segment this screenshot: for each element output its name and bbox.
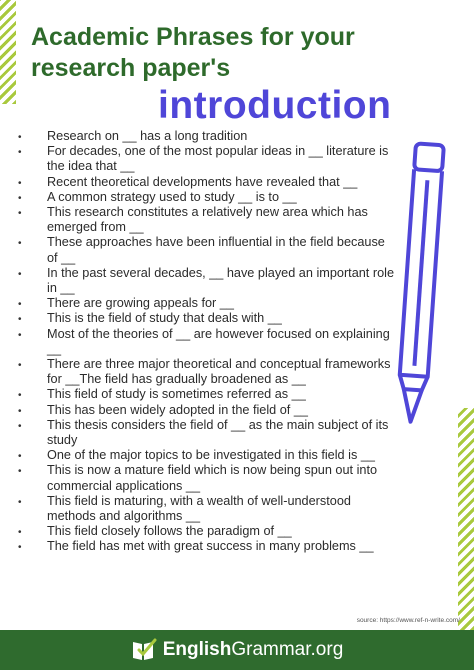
phrase-item: • This field of study is sometimes referred as __	[18, 387, 396, 402]
phrase-item: • This is the field of study that deals with __	[18, 311, 396, 326]
phrase-item: • A common strategy used to study __ is to __	[18, 190, 396, 205]
phrase-item: • This research constitutes a relatively new area which has emerged from __	[18, 205, 396, 235]
book-check-icon	[131, 638, 157, 662]
phrase-item: • Most of the theories of __ are however focused on explaining __	[18, 327, 396, 357]
phrase-list	[18, 129, 396, 555]
brand-logo	[131, 638, 344, 662]
phrase-item: • These approaches have been influential in the field because of __	[18, 235, 396, 265]
phrase-item: • The field has met with great success in many problems __	[18, 539, 396, 554]
brand-name: EnglishGrammar.org	[162, 639, 344, 660]
phrase-item: • This thesis considers the field of __ as the main subject of its study	[18, 418, 396, 448]
phrase-item: • One of the major topics to be investigated in this field is __	[18, 448, 396, 463]
phrase-item: • This has been widely adopted in the field of __	[18, 403, 396, 418]
phrase-item: • For decades, one of the most popular ideas in __ literature is the idea that __	[18, 144, 396, 174]
phrase-item: • Research on __ has a long tradition	[18, 129, 396, 144]
phrase-item: • There are three major theoretical and conceptual frameworks for __The field has gradually broadened as __	[18, 357, 396, 387]
pen-illustration-icon	[388, 140, 452, 432]
source-credit: source: https://www.ref-n-write.com/	[356, 617, 460, 624]
phrase-item: • This field closely follows the paradigm of __	[18, 524, 396, 539]
decorative-stripes-top-left	[0, 0, 16, 104]
phrase-item: • This field is maturing, with a wealth of well-understood methods and algorithms __	[18, 494, 396, 524]
decorative-stripes-bottom-right	[458, 408, 474, 630]
phrase-item: • There are growing appeals for __	[18, 296, 396, 311]
phrase-item: • In the past several decades, __ have played an important role in __	[18, 266, 396, 296]
phrase-item: • Recent theoretical developments have revealed that __	[18, 175, 396, 190]
phrase-item: • This is now a mature field which is now being spun out into commercial applications __	[18, 463, 396, 493]
footer-bar	[0, 630, 474, 670]
page-subtitle: introduction	[158, 84, 392, 127]
page-title: Academic Phrases for your research paper's	[31, 23, 355, 82]
